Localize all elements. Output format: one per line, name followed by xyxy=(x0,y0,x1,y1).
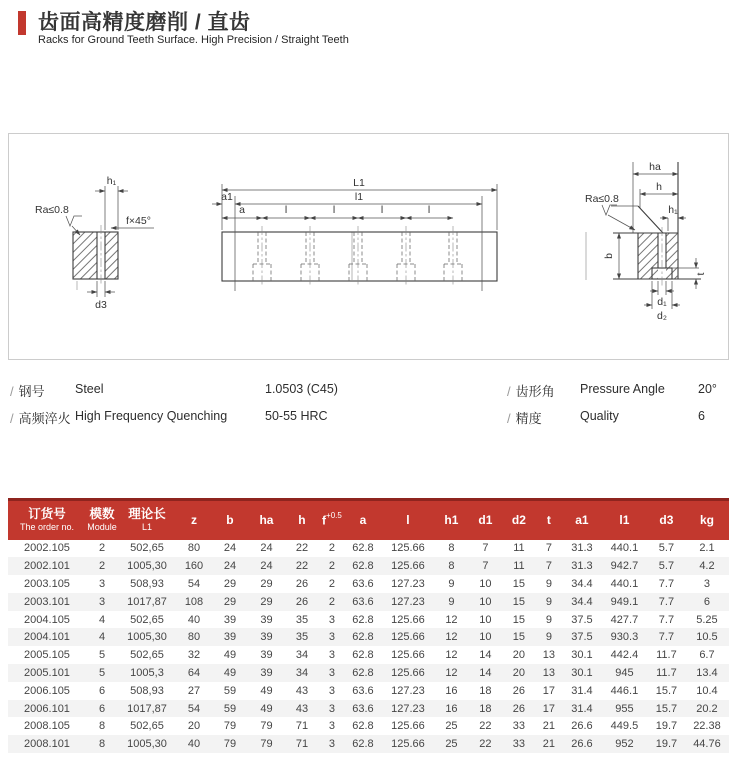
table-cell: 440.1 xyxy=(610,542,639,555)
table-cell: 39 xyxy=(260,666,273,679)
table-cell: 49 xyxy=(223,649,237,662)
column-header: ha xyxy=(248,500,285,540)
table-cell: 502,65 xyxy=(130,542,164,555)
table-row xyxy=(8,735,729,753)
table-cell: 14 xyxy=(479,666,492,679)
table-cell: 2004.105 xyxy=(24,613,70,626)
spec-quenching-value: 50-55 HRC xyxy=(265,409,328,423)
mounting-holes xyxy=(253,226,462,286)
dim-label-d1: d₁ xyxy=(657,296,667,308)
column-header: 模数 Module xyxy=(86,500,118,540)
table-cell: 127.23 xyxy=(391,595,425,608)
table-cell: 44.76 xyxy=(693,738,721,751)
table-cell: 2003.101 xyxy=(24,595,70,608)
table-cell: 39 xyxy=(223,613,237,626)
table-cell: 11 xyxy=(513,542,525,555)
table-cell: 22 xyxy=(479,738,492,751)
table-cell: 125.66 xyxy=(391,738,425,751)
table-row xyxy=(8,575,729,593)
table-cell: 62.8 xyxy=(352,649,374,662)
table-cell: 8 xyxy=(448,560,455,573)
column-header: a xyxy=(345,500,381,540)
table-cell: 3 xyxy=(328,720,336,733)
dim-label-L1: L1 xyxy=(353,177,365,189)
dim-label-a1: a1 xyxy=(221,191,233,203)
table-cell: 31.3 xyxy=(571,560,593,573)
table-cell: 427.7 xyxy=(610,613,639,626)
table-cell: 63.6 xyxy=(352,595,374,608)
table-cell: 49 xyxy=(223,666,237,679)
table-cell: 27 xyxy=(187,684,201,697)
table-cell: 2005.101 xyxy=(24,666,70,679)
table-cell: 2 xyxy=(328,560,336,573)
surface-finish-label: Ra≤0.8 xyxy=(35,204,69,216)
spec-quality-label: / 精度 xyxy=(507,411,542,426)
dim-label-ha: ha xyxy=(649,161,661,173)
dim-label-l: l xyxy=(284,204,288,216)
accent-bar xyxy=(18,11,26,35)
table-cell: 8 xyxy=(98,720,106,733)
table-cell: 446.1 xyxy=(610,684,639,697)
table-cell: 62.8 xyxy=(352,560,374,573)
table-cell: 9 xyxy=(448,577,455,590)
table-cell: 10 xyxy=(479,577,492,590)
table-cell: 29 xyxy=(260,595,273,608)
column-header: 订货号 The order no. xyxy=(8,500,86,540)
spec-pressure-angle-en: Pressure Angle xyxy=(580,382,665,396)
table-cell: 30.1 xyxy=(571,666,593,679)
table-cell: 20 xyxy=(187,720,201,733)
dim-label-h: h xyxy=(656,181,662,193)
table-cell: 3 xyxy=(328,738,336,751)
column-header: t xyxy=(535,500,563,540)
table-cell: 508,93 xyxy=(130,684,164,697)
table-cell: 30.1 xyxy=(571,649,593,662)
table-cell: 17 xyxy=(542,684,556,697)
table-row xyxy=(8,611,729,629)
table-cell: 21 xyxy=(542,720,556,733)
spec-pressure-angle-value: 20° xyxy=(698,382,717,396)
table-row xyxy=(8,628,729,646)
table-cell: 7 xyxy=(482,542,489,555)
table-cell: 32 xyxy=(187,649,201,662)
dim-label-l: l xyxy=(380,204,384,216)
table-cell: 440.1 xyxy=(610,577,639,590)
table-cell: 9 xyxy=(448,595,455,608)
table-cell: 7.7 xyxy=(658,577,675,590)
table-cell: 2003.105 xyxy=(24,577,70,590)
slash-mark: / xyxy=(507,384,511,399)
table-cell: 2006.105 xyxy=(24,684,70,697)
dim-label-a: a xyxy=(239,204,245,216)
table-cell: 62.8 xyxy=(352,542,374,555)
table-cell: 7 xyxy=(545,560,552,573)
dim-label-d3: d3 xyxy=(95,299,107,311)
table-cell: 71 xyxy=(295,738,309,751)
spec-steel-label: / 钢号 xyxy=(10,384,45,399)
table-cell: 2005.105 xyxy=(24,649,70,662)
table-cell: 34.4 xyxy=(571,595,593,608)
table-cell: 12 xyxy=(445,613,458,626)
table-row xyxy=(8,717,729,735)
table-cell: 1017,87 xyxy=(127,702,167,715)
table-cell: 3 xyxy=(98,577,106,590)
column-header: l xyxy=(381,500,435,540)
table-cell: 80 xyxy=(187,631,201,644)
dim-label-h1: h₁ xyxy=(106,175,117,187)
table-cell: 8 xyxy=(448,542,455,555)
table-cell: 79 xyxy=(260,720,273,733)
table-cell: 40 xyxy=(187,613,201,626)
table-cell: 10 xyxy=(479,631,492,644)
table-cell: 26 xyxy=(512,684,526,697)
table-cell: 37.5 xyxy=(571,631,593,644)
table-cell: 160 xyxy=(184,560,204,573)
table-cell: 15 xyxy=(512,595,526,608)
dim-label-h1-right: h₁ xyxy=(668,204,678,216)
table-cell: 9 xyxy=(545,613,552,626)
table-cell: 15.7 xyxy=(655,702,678,715)
column-header: d1 xyxy=(468,500,503,540)
table-cell: 15.7 xyxy=(655,684,678,697)
table-cell: 508,93 xyxy=(130,577,164,590)
table-cell: 71 xyxy=(295,720,309,733)
table-cell: 502,65 xyxy=(130,720,164,733)
table-cell: 5.7 xyxy=(658,560,675,573)
page-subtitle: Racks for Ground Teeth Surface. High Precision / Straight Teeth xyxy=(38,34,349,46)
table-cell: 26 xyxy=(512,702,526,715)
column-header: z xyxy=(176,500,212,540)
table-cell: 15 xyxy=(512,631,526,644)
slash-mark: / xyxy=(507,411,511,426)
table-cell: 13 xyxy=(542,666,556,679)
table-cell: 24 xyxy=(223,560,237,573)
table-cell: 2008.101 xyxy=(24,738,70,751)
table-cell: 9 xyxy=(545,577,552,590)
dim-label-chamfer: f×45° xyxy=(126,215,151,227)
table-cell: 7.7 xyxy=(658,613,675,626)
table-cell: 31.4 xyxy=(571,702,593,715)
table-cell: 59 xyxy=(223,702,237,715)
table-cell: 43 xyxy=(295,702,309,715)
spec-quality-en: Quality xyxy=(580,409,619,423)
table-cell: 79 xyxy=(223,738,237,751)
column-header: b xyxy=(212,500,248,540)
table-cell: 34.4 xyxy=(571,577,593,590)
table-cell: 7 xyxy=(482,560,489,573)
surface-finish-label-right: Ra≤0.8 xyxy=(585,193,619,205)
table-cell: 10 xyxy=(479,613,492,626)
table-cell: 2 xyxy=(328,595,336,608)
table-cell: 25 xyxy=(445,720,458,733)
table-cell: 31.4 xyxy=(571,684,593,697)
table-cell: 26.6 xyxy=(571,738,593,751)
table-cell: 63.6 xyxy=(352,684,374,697)
rack-table-section xyxy=(8,498,729,753)
slash-mark: / xyxy=(10,384,14,399)
table-cell: 39 xyxy=(223,631,237,644)
table-cell: 40 xyxy=(187,738,201,751)
dim-label-l: l xyxy=(427,204,431,216)
table-cell: 3 xyxy=(328,613,336,626)
table-cell: 62.8 xyxy=(352,613,374,626)
table-cell: 2.1 xyxy=(699,542,715,555)
slash-mark: / xyxy=(10,411,14,426)
table-cell: 1005,30 xyxy=(127,738,167,751)
table-cell: 9 xyxy=(545,631,552,644)
table-cell: 125.66 xyxy=(391,631,425,644)
table-cell: 22.38 xyxy=(693,720,721,733)
table-cell: 125.66 xyxy=(391,613,425,626)
table-cell: 39 xyxy=(260,631,273,644)
table-row xyxy=(8,646,729,664)
table-cell: 29 xyxy=(223,577,237,590)
table-cell: 37.5 xyxy=(571,613,593,626)
table-row xyxy=(8,540,729,558)
spec-table xyxy=(8,498,729,753)
table-cell: 5.7 xyxy=(658,542,675,555)
table-cell: 1005,3 xyxy=(130,666,164,679)
table-cell: 79 xyxy=(260,738,273,751)
table-cell: 9 xyxy=(545,595,552,608)
table-cell: 11 xyxy=(513,560,525,573)
table-cell: 3 xyxy=(328,649,336,662)
table-cell: 19.7 xyxy=(655,720,678,733)
table-cell: 3 xyxy=(703,577,711,590)
column-header: $f^{+0.5}$ xyxy=(319,500,345,540)
table-cell: 4 xyxy=(98,631,106,644)
table-cell: 5 xyxy=(98,649,106,662)
table-cell: 2 xyxy=(98,542,106,555)
table-cell: 26 xyxy=(295,595,309,608)
table-cell: 942.7 xyxy=(610,560,639,573)
table-cell: 18 xyxy=(479,684,492,697)
table-cell: 62.8 xyxy=(352,631,374,644)
column-header: 理论长 L1 xyxy=(118,500,176,540)
dim-label-l: l xyxy=(332,204,336,216)
column-header: l1 xyxy=(601,500,648,540)
dim-label-t: t xyxy=(695,272,707,276)
table-cell: 29 xyxy=(260,577,273,590)
table-cell: 952 xyxy=(615,738,634,751)
table-cell: 33 xyxy=(512,738,526,751)
table-cell: 43 xyxy=(295,684,309,697)
spec-pressure-angle-label: / 齿形角 xyxy=(507,384,555,399)
table-cell: 127.23 xyxy=(391,577,425,590)
table-cell: 62.8 xyxy=(352,720,374,733)
table-cell: 449.5 xyxy=(610,720,639,733)
column-header: h1 xyxy=(435,500,468,540)
column-header: d2 xyxy=(503,500,535,540)
table-cell: 22 xyxy=(295,560,309,573)
table-cell: 10.5 xyxy=(696,631,718,644)
table-cell: 21 xyxy=(542,738,556,751)
table-cell: 24 xyxy=(260,560,273,573)
table-cell: 6 xyxy=(703,595,711,608)
table-cell: 2008.105 xyxy=(24,720,70,733)
rack-length-view xyxy=(212,177,497,291)
column-header: a1 xyxy=(563,500,601,540)
dim-label-d2: d₂ xyxy=(657,310,667,322)
table-cell: 3 xyxy=(328,631,336,644)
table-cell: 930.3 xyxy=(610,631,639,644)
table-cell: 14 xyxy=(479,649,492,662)
table-cell: 31.3 xyxy=(571,542,593,555)
table-cell: 2 xyxy=(328,542,336,555)
spec-steel-value: 1.0503 (C45) xyxy=(265,382,338,396)
table-cell: 108 xyxy=(184,595,204,608)
table-cell: 39 xyxy=(260,613,273,626)
table-cell: 6.7 xyxy=(699,649,715,662)
technical-drawing-panel xyxy=(8,133,729,360)
table-cell: 13.4 xyxy=(696,666,718,679)
page-title: 齿面高精度磨削 / 直齿 xyxy=(38,11,251,34)
table-cell: 12 xyxy=(445,666,458,679)
table-cell: 955 xyxy=(615,702,634,715)
table-cell: 26 xyxy=(295,577,309,590)
table-cell: 1017,87 xyxy=(127,595,167,608)
column-header: h xyxy=(285,500,319,540)
table-cell: 125.66 xyxy=(391,720,425,733)
right-section-view xyxy=(585,161,707,322)
dim-label-l1: l1 xyxy=(354,191,364,203)
table-cell: 2006.101 xyxy=(24,702,70,715)
table-cell: 3 xyxy=(328,684,336,697)
table-cell: 7.7 xyxy=(658,631,675,644)
left-section-view xyxy=(35,175,154,311)
table-cell: 22 xyxy=(479,720,492,733)
table-cell: 20 xyxy=(512,666,526,679)
table-cell: 35 xyxy=(295,613,309,626)
table-cell: 25 xyxy=(445,738,458,751)
spec-quality-value: 6 xyxy=(698,409,705,423)
column-header: kg xyxy=(685,500,729,540)
table-row xyxy=(8,682,729,700)
table-cell: 127.23 xyxy=(391,702,425,715)
table-cell: 17 xyxy=(542,702,556,715)
table-cell: 945 xyxy=(615,666,634,679)
table-cell: 33 xyxy=(512,720,526,733)
table-cell: 15 xyxy=(512,613,526,626)
table-cell: 502,65 xyxy=(130,649,164,662)
table-cell: 35 xyxy=(295,631,309,644)
column-header: d3 xyxy=(648,500,685,540)
table-cell: 16 xyxy=(445,684,458,697)
table-cell: 19.7 xyxy=(655,738,678,751)
table-row xyxy=(8,593,729,611)
table-cell: 6 xyxy=(98,684,106,697)
header-row xyxy=(8,500,729,540)
table-cell: 54 xyxy=(187,577,201,590)
dim-label-b: b xyxy=(603,253,615,259)
table-cell: 949.1 xyxy=(610,595,639,608)
table-cell: 63.6 xyxy=(352,702,374,715)
table-cell: 49 xyxy=(260,684,273,697)
table-cell: 125.66 xyxy=(391,666,425,679)
table-cell: 3 xyxy=(328,702,336,715)
table-cell: 20 xyxy=(512,649,526,662)
spec-quenching-label: / 高频淬火 xyxy=(10,411,71,426)
table-cell: 7.7 xyxy=(658,595,675,608)
table-cell: 7 xyxy=(545,542,552,555)
table-cell: 4 xyxy=(98,613,106,626)
table-cell: 29 xyxy=(223,595,237,608)
table-cell: 39 xyxy=(260,649,273,662)
table-cell: 59 xyxy=(223,684,237,697)
table-cell: 22 xyxy=(295,542,309,555)
roughness-icon xyxy=(602,205,617,215)
table-cell: 62.8 xyxy=(352,666,374,679)
table-cell: 12 xyxy=(445,631,458,644)
table-cell: 5 xyxy=(98,666,106,679)
table-cell: 125.66 xyxy=(391,542,425,555)
spec-steel-en: Steel xyxy=(75,382,104,396)
table-cell: 2002.101 xyxy=(24,560,70,573)
table-cell: 2 xyxy=(98,560,106,573)
roughness-icon xyxy=(66,216,82,226)
table-cell: 10.4 xyxy=(696,684,718,697)
table-cell: 502,65 xyxy=(130,613,164,626)
table-cell: 63.6 xyxy=(352,577,374,590)
table-cell: 62.8 xyxy=(352,738,374,751)
table-cell: 125.66 xyxy=(391,560,425,573)
table-cell: 127.23 xyxy=(391,684,425,697)
table-cell: 20.2 xyxy=(696,702,718,715)
table-cell: 64 xyxy=(187,666,201,679)
table-cell: 11.7 xyxy=(656,666,677,679)
table-cell: 2002.105 xyxy=(24,542,70,555)
table-cell: 3 xyxy=(328,666,336,679)
table-cell: 3 xyxy=(98,595,106,608)
table-cell: 26.6 xyxy=(571,720,593,733)
table-cell: 2 xyxy=(328,577,336,590)
table-cell: 34 xyxy=(295,666,309,679)
table-cell: 54 xyxy=(187,702,201,715)
table-cell: 80 xyxy=(187,542,201,555)
table-cell: 8 xyxy=(98,738,106,751)
table-cell: 24 xyxy=(260,542,273,555)
table-cell: 125.66 xyxy=(391,649,425,662)
table-cell: 6 xyxy=(98,702,106,715)
table-row xyxy=(8,664,729,682)
table-cell: 15 xyxy=(512,577,526,590)
table-cell: 24 xyxy=(223,542,237,555)
table-cell: 12 xyxy=(445,649,458,662)
table-row xyxy=(8,700,729,718)
table-cell: 13 xyxy=(542,649,556,662)
table-cell: 2004.101 xyxy=(24,631,70,644)
table-cell: 18 xyxy=(479,702,492,715)
table-cell: 11.7 xyxy=(656,649,677,662)
table-cell: 4.2 xyxy=(699,560,715,573)
table-row xyxy=(8,557,729,575)
table-cell: 442.4 xyxy=(610,649,639,662)
technical-drawing xyxy=(9,134,728,359)
table-cell: 5.25 xyxy=(696,613,718,626)
table-cell: 34 xyxy=(295,649,309,662)
spec-quenching-en: High Frequency Quenching xyxy=(75,409,228,423)
table-cell: 49 xyxy=(260,702,273,715)
table-cell: 16 xyxy=(445,702,458,715)
table-cell: 79 xyxy=(223,720,237,733)
table-cell: 10 xyxy=(479,595,492,608)
table-cell: 1005,30 xyxy=(127,560,167,573)
table-cell: 1005,30 xyxy=(127,631,167,644)
